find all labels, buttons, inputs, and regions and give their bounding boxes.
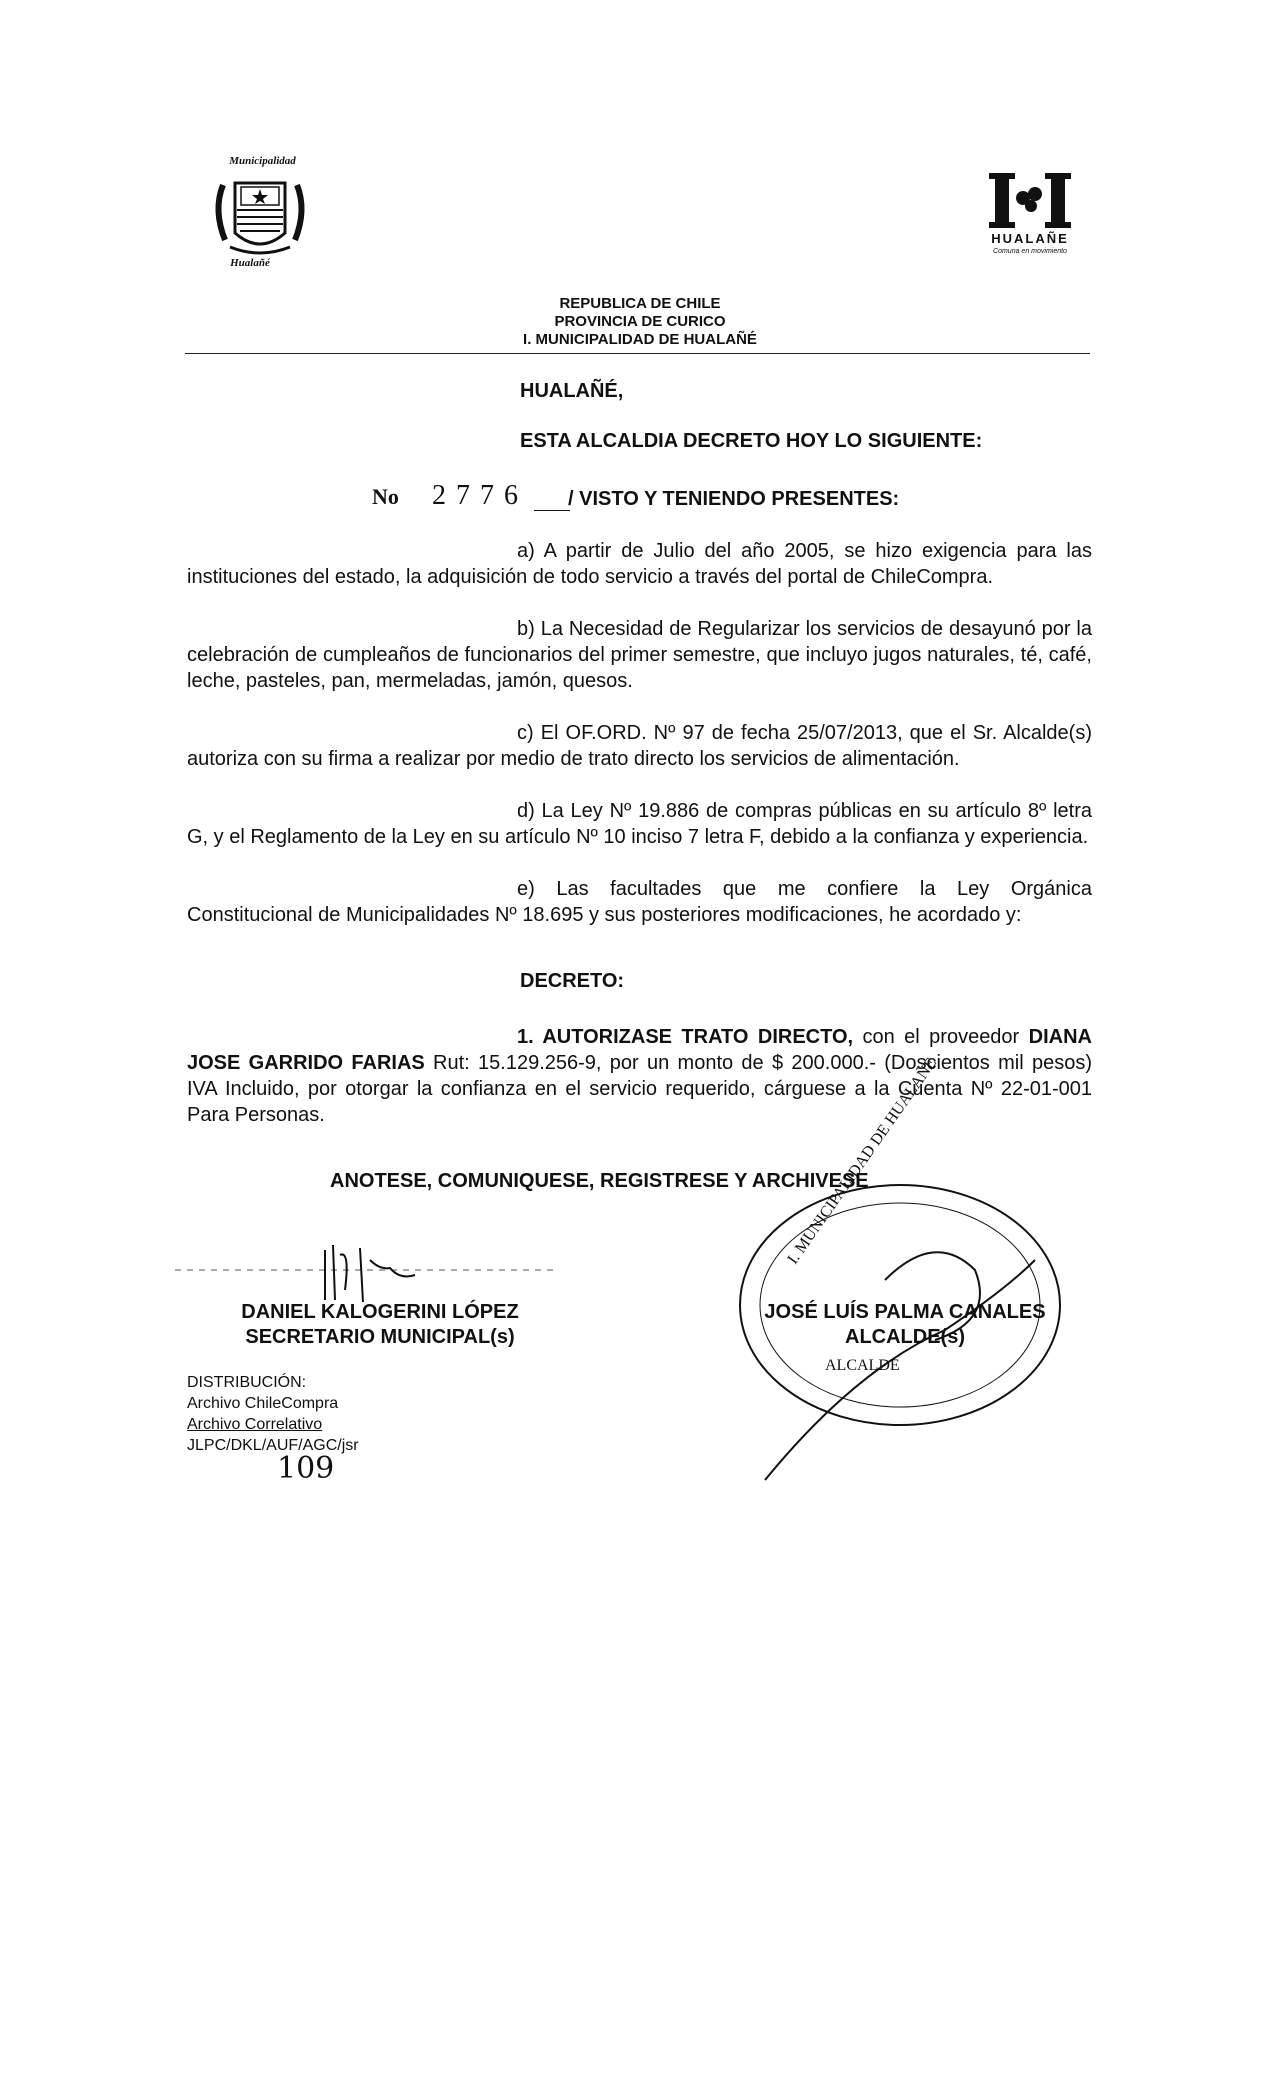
distribution-item-3: JLPC/DKL/AUF/AGC/jsr: [187, 1437, 359, 1454]
logo-name: HUALAÑE: [991, 231, 1069, 246]
stamp-text: I. MUNICIPALIDAD DE HUALAÑE: [784, 1054, 941, 1268]
signature-right: [715, 1300, 1095, 1350]
crest-bottom-text: Hualañé: [230, 257, 270, 269]
consideration-c: c) El OF.ORD. Nº 97 de fecha 25/07/2013, que el Sr. Alcalde(s) autoriza con su firma a realizar por medio de trato directo los servicios de alimentación.: [187, 722, 1092, 770]
municipal-crest: [205, 155, 315, 275]
mayor-name: JOSÉ LUÍS PALMA CANALES: [764, 1301, 1046, 1323]
distribution-title: DISTRIBUCIÓN:: [187, 1374, 307, 1391]
decree-number-row: [372, 480, 1092, 520]
header-line-2: PROVINCIA DE CURICO: [554, 313, 726, 330]
number-prefix: No: [372, 484, 399, 509]
hualane-logo: [975, 168, 1085, 268]
stamp-bottom-text: ALCALDE: [825, 1357, 900, 1374]
provider-name: DIANA JOSE GARRIDO FARIAS: [187, 1026, 1092, 1074]
header-line-3: I. MUNICIPALIDAD DE HUALAÑÉ: [523, 331, 757, 348]
consideration-b: b) La Necesidad de Regularizar los servicios de desayunó por la celebración de cumpleaños de funcionarios del primer semestre, que incluyo jugos naturales, té, café, leche, pasteles, pan, mermeladas, jamón, quesos.: [187, 618, 1092, 692]
closing-line: ANOTESE, COMUNIQUESE, REGISTRESE Y ARCHIVESE: [330, 1170, 869, 1192]
decree-item-1: 1. AUTORIZASE TRATO DIRECTO, con el proveedor DIANA JOSE GARRIDO FARIAS Rut: 15.129.256-9, por un monto de $ 200.000.- (Doscientos mil pesos) IVA Incluido, por otorgar la confianza en el servicio requerido, cárguese a la Cuenta Nº 22-01-001 Para Personas.: [187, 1026, 1092, 1126]
handwritten-mark: 109: [277, 1451, 335, 1486]
consideration-a: a) A partir de Julio del año 2005, se hizo exigencia para las instituciones del estado, la adquisición de todo servicio a través del portal de ChileCompra.: [187, 540, 1092, 588]
mayor-title: ALCALDE(s): [845, 1326, 965, 1348]
signature-left: [200, 1300, 560, 1350]
decreto-title: DECRETO:: [520, 970, 625, 992]
secretary-name: DANIEL KALOGERINI LÓPEZ: [241, 1301, 519, 1323]
number-underline: [534, 510, 570, 511]
header-divider: [185, 353, 1090, 354]
city-heading: HUALAÑÉ,: [520, 380, 624, 402]
crest-top-text: Municipalidad: [229, 155, 296, 167]
consideration-d: d) La Ley Nº 19.886 de compras públicas en su artículo 8º letra G, y el Reglamento de la Ley en su artículo Nº 10 inciso 7 letra F, debido a la confianza y experiencia.: [187, 800, 1092, 848]
visto-text: / VISTO Y TENIENDO PRESENTES:: [568, 488, 900, 510]
left-signature-icon: [175, 1230, 575, 1310]
distribution-block: [187, 1372, 359, 1486]
decree-number: 2776: [432, 480, 528, 511]
decree-lead: 1. AUTORIZASE TRATO DIRECTO,: [517, 1026, 854, 1048]
consideration-e: e) Las facultades que me confiere la Ley Orgánica Constitucional de Municipalidades Nº 18.695 y sus posteriores modificaciones, he acordado y:: [187, 878, 1092, 926]
distribution-item-2: Archivo Correlativo: [187, 1416, 323, 1433]
logo-tagline: Comuna en movimiento: [993, 248, 1067, 255]
distribution-item-1: Archivo ChileCompra: [187, 1395, 339, 1412]
header-line-1: REPUBLICA DE CHILE: [559, 295, 721, 312]
secretary-title: SECRETARIO MUNICIPAL(s): [245, 1326, 515, 1348]
orders-heading: ESTA ALCALDIA DECRETO HOY LO SIGUIENTE:: [520, 430, 983, 452]
institution-header: [440, 295, 840, 349]
h-logo-icon: [975, 168, 1085, 230]
